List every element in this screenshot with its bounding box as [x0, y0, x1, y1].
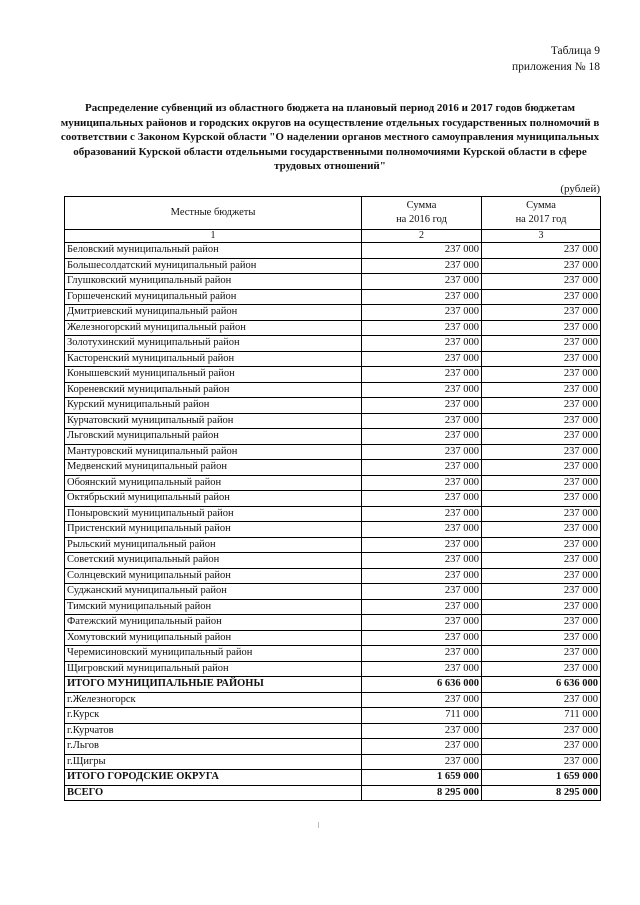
total-row	[65, 677, 601, 693]
row-sum-2017: 237 000	[482, 692, 601, 708]
row-sum-2016: 237 000	[362, 661, 482, 677]
row-name: Поныровский муниципальный район	[65, 506, 362, 522]
row-sum-2017: 237 000	[482, 630, 601, 646]
row-sum-2017: 237 000	[482, 398, 601, 414]
row-name: Октябрьский муниципальный район	[65, 491, 362, 507]
row-name: Щигровский муниципальный район	[65, 661, 362, 677]
row-name: Дмитриевский муниципальный район	[65, 305, 362, 321]
header-sum-2017-line2: на 2017 год	[515, 214, 567, 225]
row-sum-2016: 237 000	[362, 692, 482, 708]
column-number-row	[65, 230, 601, 243]
row-name: Курский муниципальный район	[65, 398, 362, 414]
row-sum-2017: 237 000	[482, 739, 601, 755]
row-name: Фатежский муниципальный район	[65, 615, 362, 631]
table-number: Таблица 9	[550, 45, 600, 57]
column-number: 2	[362, 230, 482, 243]
table-row	[65, 444, 601, 460]
row-name: г.Курск	[65, 708, 362, 724]
row-sum-2017: 237 000	[482, 305, 601, 321]
row-sum-2016: 237 000	[362, 320, 482, 336]
units-label: (рублей)	[560, 183, 600, 195]
header-sum-2016	[362, 197, 482, 230]
row-sum-2017: 237 000	[482, 723, 601, 739]
row-name: Черемисиновский муниципальный район	[65, 646, 362, 662]
row-name: Железногорский муниципальный район	[65, 320, 362, 336]
row-name: Солнцевский муниципальный район	[65, 568, 362, 584]
row-sum-2017: 237 000	[482, 537, 601, 553]
column-number: 1	[65, 230, 362, 243]
row-name: Мантуровский муниципальный район	[65, 444, 362, 460]
row-sum-2016: 237 000	[362, 336, 482, 352]
table-row	[65, 382, 601, 398]
row-name: Хомутовский муниципальный район	[65, 630, 362, 646]
row-sum-2017: 237 000	[482, 568, 601, 584]
row-sum-2016: 237 000	[362, 584, 482, 600]
row-name: Большесолдатский муниципальный район	[65, 258, 362, 274]
table-row	[65, 754, 601, 770]
appendix-reference: приложения № 18	[512, 61, 600, 73]
row-sum-2017: 237 000	[482, 661, 601, 677]
row-sum-2016: 237 000	[362, 553, 482, 569]
table-row	[65, 661, 601, 677]
row-sum-2017: 237 000	[482, 506, 601, 522]
table-row	[65, 739, 601, 755]
row-sum-2017: 237 000	[482, 615, 601, 631]
row-sum-2016: 1 659 000	[362, 770, 482, 786]
header-local-budgets: Местные бюджеты	[65, 197, 362, 230]
row-name: г.Щигры	[65, 754, 362, 770]
row-name: Конышевский муниципальный район	[65, 367, 362, 383]
document-title: Распределение субвенций из областного бюджета на плановый период 2016 и 2017 годов бюджетам муниципальных районов и городских округов на осуществление отдельных государственных полномочий в соответствии с Законом Курской области "О наделении органов местного самоуправления муниципальных образований Курской области отдельными государственными полномочиями Курской области в сфере трудовых отношений"	[60, 102, 600, 172]
table-row	[65, 568, 601, 584]
row-sum-2016: 237 000	[362, 568, 482, 584]
row-sum-2016: 237 000	[362, 506, 482, 522]
row-name: ИТОГО ГОРОДСКИЕ ОКРУГА	[65, 770, 362, 786]
row-sum-2016: 8 295 000	[362, 785, 482, 801]
table-row	[65, 708, 601, 724]
row-sum-2016: 237 000	[362, 351, 482, 367]
subvention-table	[64, 196, 601, 801]
table-row	[65, 599, 601, 615]
row-sum-2017: 237 000	[482, 754, 601, 770]
table-row	[65, 692, 601, 708]
table-row	[65, 351, 601, 367]
row-sum-2016: 237 000	[362, 305, 482, 321]
row-sum-2016: 237 000	[362, 243, 482, 259]
row-sum-2016: 237 000	[362, 413, 482, 429]
row-sum-2016: 237 000	[362, 630, 482, 646]
row-sum-2017: 237 000	[482, 382, 601, 398]
row-sum-2016: 711 000	[362, 708, 482, 724]
row-name: Суджанский муниципальный район	[65, 584, 362, 600]
table-row	[65, 723, 601, 739]
table-row	[65, 537, 601, 553]
table-row	[65, 289, 601, 305]
row-name: Золотухинский муниципальный район	[65, 336, 362, 352]
table-row	[65, 398, 601, 414]
row-sum-2016: 237 000	[362, 615, 482, 631]
row-sum-2017: 237 000	[482, 584, 601, 600]
row-name: Кореневский муниципальный район	[65, 382, 362, 398]
table-row	[65, 367, 601, 383]
row-sum-2016: 237 000	[362, 444, 482, 460]
table-row	[65, 243, 601, 259]
row-sum-2017: 237 000	[482, 460, 601, 476]
row-sum-2016: 237 000	[362, 382, 482, 398]
row-name: Курчатовский муниципальный район	[65, 413, 362, 429]
row-sum-2017: 237 000	[482, 413, 601, 429]
row-name: Медвенский муниципальный район	[65, 460, 362, 476]
column-number: 3	[482, 230, 601, 243]
row-sum-2016: 237 000	[362, 646, 482, 662]
row-sum-2016: 237 000	[362, 754, 482, 770]
row-sum-2017: 711 000	[482, 708, 601, 724]
table-row	[65, 553, 601, 569]
row-sum-2016: 237 000	[362, 258, 482, 274]
row-sum-2017: 237 000	[482, 429, 601, 445]
row-sum-2017: 237 000	[482, 522, 601, 538]
table-row	[65, 646, 601, 662]
row-name: г.Железногорск	[65, 692, 362, 708]
row-sum-2017: 237 000	[482, 553, 601, 569]
row-sum-2016: 237 000	[362, 475, 482, 491]
table-row	[65, 491, 601, 507]
row-sum-2016: 237 000	[362, 274, 482, 290]
row-sum-2016: 237 000	[362, 739, 482, 755]
table-row	[65, 413, 601, 429]
table-row	[65, 305, 601, 321]
header-sum-2016-line2: на 2016 год	[396, 214, 447, 225]
row-sum-2017: 8 295 000	[482, 785, 601, 801]
row-sum-2016: 237 000	[362, 522, 482, 538]
scan-mark	[318, 822, 319, 828]
row-name: Рыльский муниципальный район	[65, 537, 362, 553]
row-name: Тимский муниципальный район	[65, 599, 362, 615]
table-row	[65, 429, 601, 445]
row-name: ИТОГО МУНИЦИПАЛЬНЫЕ РАЙОНЫ	[65, 677, 362, 693]
row-sum-2016: 237 000	[362, 398, 482, 414]
table-row	[65, 584, 601, 600]
row-name: Горшеченский муниципальный район	[65, 289, 362, 305]
row-sum-2017: 237 000	[482, 599, 601, 615]
row-sum-2017: 237 000	[482, 289, 601, 305]
total-row	[65, 770, 601, 786]
row-name: Касторенский муниципальный район	[65, 351, 362, 367]
row-sum-2017: 237 000	[482, 444, 601, 460]
row-name: Беловский муниципальный район	[65, 243, 362, 259]
table-row	[65, 475, 601, 491]
row-sum-2017: 237 000	[482, 258, 601, 274]
row-sum-2016: 237 000	[362, 367, 482, 383]
row-sum-2017: 237 000	[482, 243, 601, 259]
total-row	[65, 785, 601, 801]
table-row	[65, 522, 601, 538]
table-row	[65, 506, 601, 522]
row-name: Глушковский муниципальный район	[65, 274, 362, 290]
row-sum-2017: 6 636 000	[482, 677, 601, 693]
row-name: Советский муниципальный район	[65, 553, 362, 569]
row-sum-2016: 237 000	[362, 289, 482, 305]
row-name: Пристенский муниципальный район	[65, 522, 362, 538]
table-row	[65, 615, 601, 631]
row-sum-2017: 237 000	[482, 491, 601, 507]
row-sum-2017: 237 000	[482, 367, 601, 383]
table-header-row	[65, 197, 601, 230]
row-sum-2016: 237 000	[362, 723, 482, 739]
row-name: Льговский муниципальный район	[65, 429, 362, 445]
table-row	[65, 460, 601, 476]
row-sum-2017: 237 000	[482, 646, 601, 662]
row-sum-2016: 6 636 000	[362, 677, 482, 693]
table-row	[65, 274, 601, 290]
row-sum-2016: 237 000	[362, 429, 482, 445]
row-sum-2017: 237 000	[482, 475, 601, 491]
row-name: г.Льгов	[65, 739, 362, 755]
header-sum-2017	[482, 197, 601, 230]
row-sum-2017: 237 000	[482, 351, 601, 367]
row-sum-2017: 1 659 000	[482, 770, 601, 786]
header-sum-2017-line1: Сумма	[526, 200, 556, 211]
row-sum-2016: 237 000	[362, 491, 482, 507]
row-sum-2017: 237 000	[482, 336, 601, 352]
table-row	[65, 258, 601, 274]
row-sum-2017: 237 000	[482, 274, 601, 290]
row-name: ВСЕГО	[65, 785, 362, 801]
row-sum-2016: 237 000	[362, 537, 482, 553]
table-row	[65, 336, 601, 352]
table-row	[65, 630, 601, 646]
row-name: г.Курчатов	[65, 723, 362, 739]
row-sum-2017: 237 000	[482, 320, 601, 336]
row-sum-2016: 237 000	[362, 599, 482, 615]
header-sum-2016-line1: Сумма	[406, 200, 437, 211]
row-sum-2016: 237 000	[362, 460, 482, 476]
table-row	[65, 320, 601, 336]
row-name: Обоянский муниципальный район	[65, 475, 362, 491]
